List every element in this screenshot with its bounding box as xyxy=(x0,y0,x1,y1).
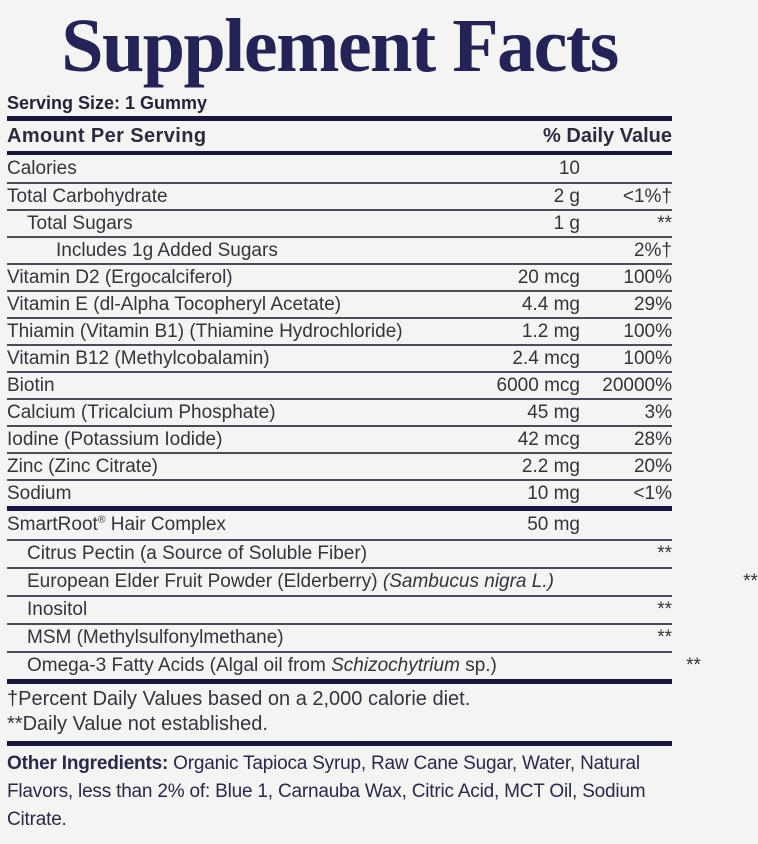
facts-table-complex xyxy=(7,511,758,679)
supplement-row xyxy=(7,511,672,539)
row-name: Thiamin (Vitamin B1) (Thiamine Hydrochloride) xyxy=(7,320,403,342)
row-dv: ** xyxy=(686,655,701,676)
row-dv: 20% xyxy=(633,455,672,477)
row-amount: 4.4 mg xyxy=(521,293,580,315)
supplement-row xyxy=(7,398,672,425)
other-ingredients xyxy=(7,746,672,834)
supplement-row xyxy=(7,344,672,371)
footnotes xyxy=(7,684,672,741)
row-amount: 1 g xyxy=(553,212,580,234)
serving-size: Serving Size: 1 Gummy xyxy=(7,93,208,113)
amount-per-serving-label: Amount Per Serving xyxy=(7,124,207,147)
row-dv: ** xyxy=(657,212,672,234)
supplement-row xyxy=(7,182,672,209)
facts-table-main xyxy=(7,155,672,506)
row-dv: 29% xyxy=(633,293,672,315)
supplement-row xyxy=(7,290,672,317)
row-name: Omega-3 Fatty Acids (Algal oil from Schizochytrium sp.) xyxy=(27,655,497,676)
row-name: Inositol xyxy=(27,599,88,620)
row-name: Total Carbohydrate xyxy=(7,185,168,207)
row-name: Calcium (Tricalcium Phosphate) xyxy=(7,401,276,423)
row-dv: ** xyxy=(657,599,672,620)
row-dv: ** xyxy=(657,627,672,648)
supplement-row xyxy=(7,317,672,344)
row-amount: 2.2 mg xyxy=(521,455,580,477)
row-amount: 6000 mcg xyxy=(496,374,580,396)
row-amount: 2.4 mcg xyxy=(512,347,580,369)
row-name: Vitamin E (dl-Alpha Tocopheryl Acetate) xyxy=(7,293,342,315)
row-amount: 20 mcg xyxy=(517,266,580,288)
row-name: Sodium xyxy=(7,482,72,504)
row-name: Total Sugars xyxy=(27,212,133,234)
supplement-row xyxy=(7,623,672,651)
row-amount: 10 xyxy=(558,157,580,179)
supplement-row xyxy=(7,236,672,263)
other-ingredients-text: Organic Tapioca Syrup, Raw Cane Sugar, Water, Natural Flavors, less than 2% of: Blue 1, Carnauba Wax, Citric Acid, MCT Oil, Sodium Citrate. xyxy=(7,753,646,830)
row-dv: 100% xyxy=(623,347,672,369)
row-name: European Elder Fruit Powder (Elderberry) (Sambucus nigra L.) xyxy=(27,571,554,592)
row-dv: 28% xyxy=(633,428,672,450)
supplement-row xyxy=(7,595,672,623)
row-dv: <1%† xyxy=(622,185,672,207)
row-name: Includes 1g Added Sugars xyxy=(56,239,278,261)
row-amount: 10 mg xyxy=(527,482,580,504)
row-name: Vitamin D2 (Ergocalciferol) xyxy=(7,266,233,288)
row-amount: 2 g xyxy=(553,185,580,207)
supplement-row xyxy=(7,371,672,398)
row-name: MSM (Methylsulfonylmethane) xyxy=(27,627,284,648)
supplement-row xyxy=(7,539,672,567)
footnote-not-established: **Daily Value not established. xyxy=(7,713,268,735)
supplement-row xyxy=(7,425,672,452)
supplement-row xyxy=(7,651,701,679)
row-dv: 100% xyxy=(623,266,672,288)
supplement-row xyxy=(7,263,672,290)
row-amount: 50 mg xyxy=(527,514,580,535)
row-name: SmartRoot® Hair Complex xyxy=(7,514,226,535)
row-amount: 45 mg xyxy=(527,401,580,423)
other-ingredients-label: Other Ingredients: xyxy=(7,753,169,774)
row-name: Vitamin B12 (Methylcobalamin) xyxy=(7,347,270,369)
page-title: Supplement Facts xyxy=(61,4,618,88)
row-name: Iodine (Potassium Iodide) xyxy=(7,428,223,450)
supplement-row xyxy=(7,452,672,479)
row-dv: ** xyxy=(743,571,758,592)
supplement-row xyxy=(7,567,758,595)
row-dv: ** xyxy=(657,543,672,564)
row-dv: <1% xyxy=(633,482,672,504)
row-dv: 100% xyxy=(623,320,672,342)
row-name: Citrus Pectin (a Source of Soluble Fiber) xyxy=(27,543,368,564)
supplement-row xyxy=(7,479,672,506)
daily-value-label: % Daily Value xyxy=(543,124,672,147)
footnote-daily-values: †Percent Daily Values based on a 2,000 calorie diet. xyxy=(7,688,471,710)
supplement-row xyxy=(7,155,672,182)
row-dv: 2%† xyxy=(633,239,672,261)
supplement-row xyxy=(7,209,672,236)
row-name: Biotin xyxy=(7,374,55,396)
row-name: Zinc (Zinc Citrate) xyxy=(7,455,158,477)
row-amount: 1.2 mg xyxy=(521,320,580,342)
facts-header xyxy=(7,121,672,151)
row-amount: 42 mcg xyxy=(517,428,580,450)
row-name: Calories xyxy=(7,157,77,179)
row-dv: 20000% xyxy=(602,374,672,396)
row-dv: 3% xyxy=(644,401,672,423)
